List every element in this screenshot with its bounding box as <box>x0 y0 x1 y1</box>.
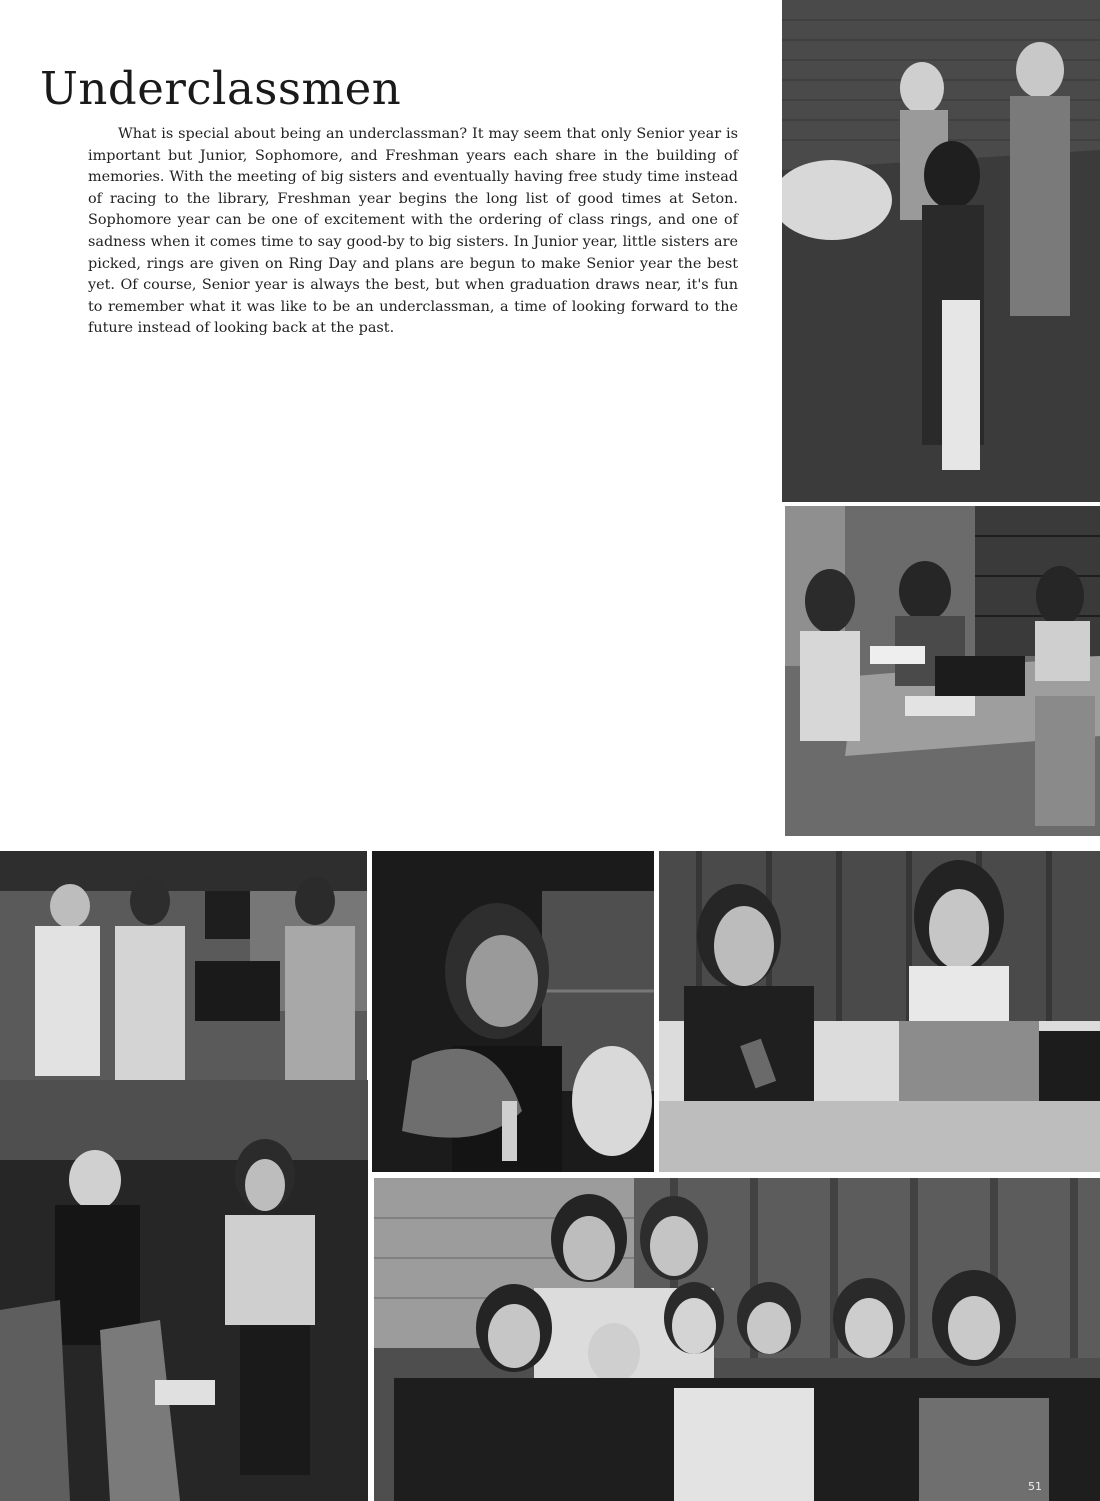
page-number: 51 <box>1028 1480 1042 1493</box>
photo-students-outside-brick-wall <box>782 0 1100 502</box>
intro-paragraph: What is special about being an underclassman? It may seem that only Senior year is important but Junior, Sophomore, and Freshman years each share in the building of memories. With the meeting of big sisters and eventually having free study time instead of racing to the library, Freshman year begins the long list of good times at Seton. Sophomore year can be one of excitement with the ordering of class rings, and one of sadness when it comes time to say good-by to big sisters. In Junior year, little sisters are picked, rings are given on Ring Day and plans are begun to make Senior year the best yet. Of course, Senior year is always the best, but when graduation draws near, it's fun to remember what it was like to be an underclassman, a time of looking forward to the future instead of looking back at the past. <box>88 126 738 337</box>
photo-auditorium-seats <box>0 1080 368 1501</box>
page-title: Underclassmen <box>40 62 402 115</box>
photo-lunch-table-friends <box>659 851 1100 1172</box>
photo-hallway-students <box>0 851 367 1080</box>
photo-group-laughing <box>374 1178 1100 1501</box>
photo-library-study-table <box>785 506 1100 836</box>
photo-girl-close-up <box>372 851 654 1172</box>
